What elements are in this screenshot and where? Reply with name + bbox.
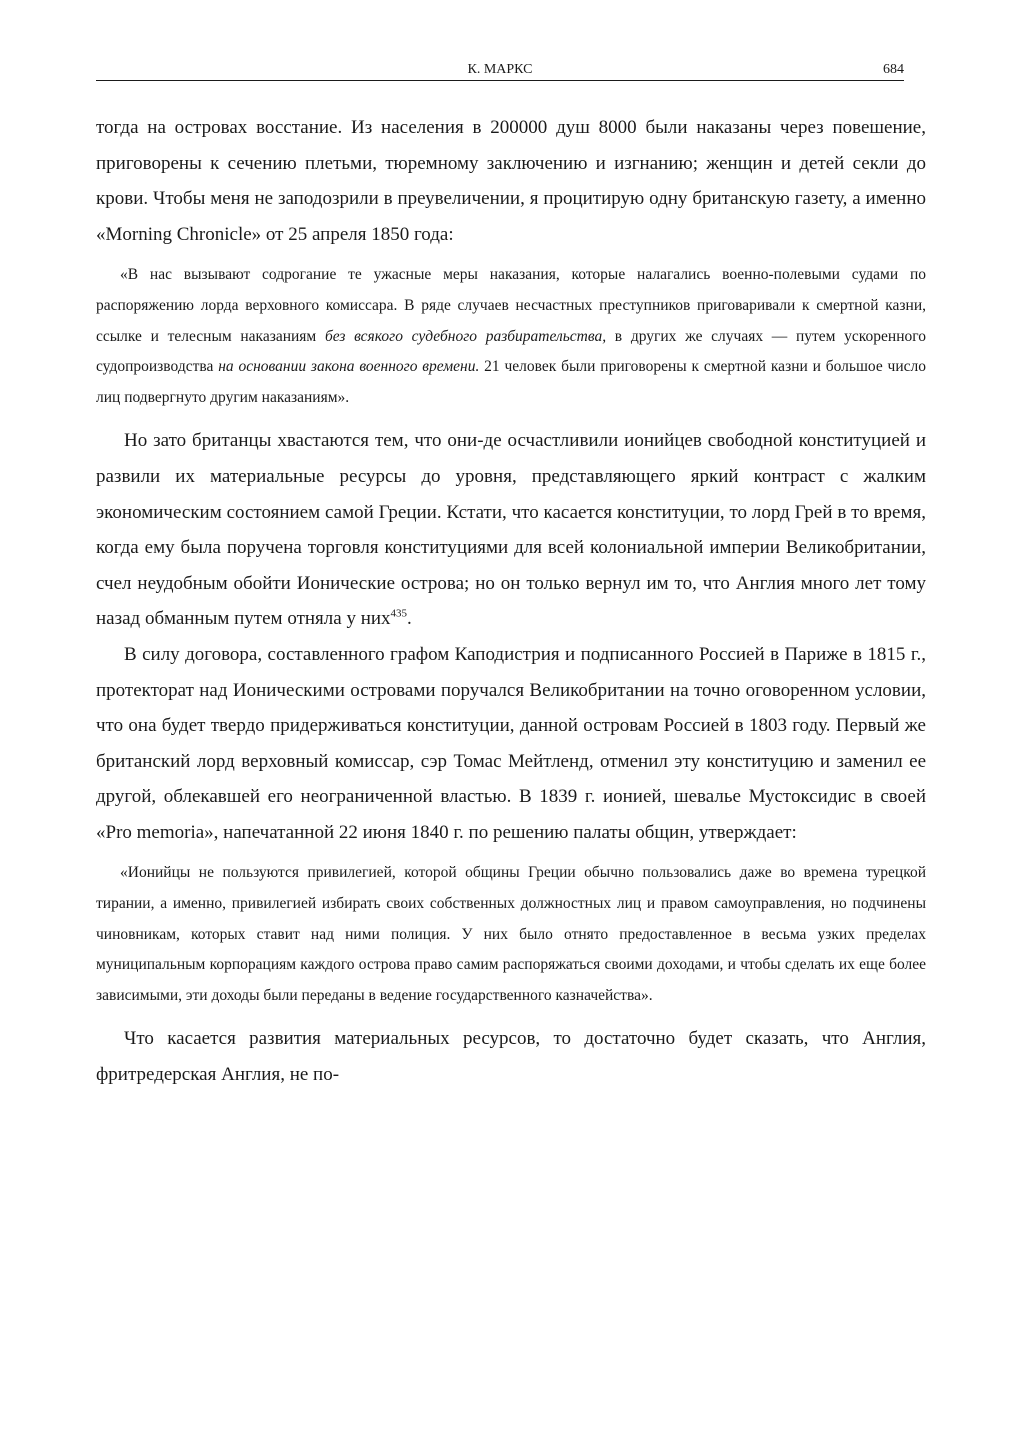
running-header: [96, 62, 904, 81]
quotation-emphasis: без всякого судебного разбирательства,: [324, 327, 607, 345]
quotation-morning-chronicle: «В нас вызывают содрогание те ужасные меры наказания, которые налагались военно-полевыми судами по распоряжению лорда верховного комиссара. В ряде случаев несчастных преступников приговаривали к смертной казни, ссылке и телесным наказаниям без всякого судебного разбирательства, в других же случаях — путем ускоренного судопроизводства на основании закона военного времени. 21 человек были приговорены к смертной казни и большое число лиц подвергнуто другим наказаниям».: [96, 266, 926, 406]
page-body: [96, 110, 926, 1093]
page-number: 684: [883, 62, 904, 77]
quotation-pro-memoria: «Ионийцы не пользуются привилегией, которой общины Греции обычно пользовались даже во времена турецкой тирании, а именно, привилегией избирать своих собственных должностных лиц и правом самоуправления, но подчинены чиновникам, которых ставит над ними полиция. У них было отнято предоставленное в весьма узких пределах муниципальным корпорациям каждого острова право самим распоряжаться своими доходами, и чтобы сделать их еще более зависимыми, эти доходы были переданы в ведение государственного казначейства».: [96, 864, 926, 1004]
paragraph-3: В силу договора, составленного графом Каподистрия и подписанного Россией в Париже в 1815 г., протекторат над Ионическими островами поручался Великобритании на точно оговоренном условии, что она будет твердо придерживаться конституции, данной островам Россией в 1803 году. Первый же британский лорд верховный комиссар, сэр Томас Мейтленд, отменил эту конституцию и заменил ее другой, облекавшей его неограниченной властью. В 1839 г. ионией, шевалье Мустоксидис в своей «Pro memoria», напечатанной 22 июня 1840 г. по решению палаты общин, утверждает:: [96, 643, 926, 843]
quotation-emphasis: на основании закона военного времени.: [218, 358, 480, 376]
running-header-author: К. МАРКС: [467, 62, 533, 77]
footnote-marker: 435: [390, 607, 408, 620]
paragraph-2: Но зато британцы хвастаются тем, что они-де осчастливили ионийцев свободной конституцией и развили их материальные ресурсы до уровня, представляющего яркий контраст с жалким экономическим состоянием самой Греции. Кстати, что касается конституции, то лорд Грей в то время, когда ему была поручена торговля конституциями для всей колониальной империи Великобритании, счел неудобным обойти Ионические острова; но он только вернул им то, что Англия много лет тому назад обманным путем отняла у них$^{435}$.: [96, 430, 926, 630]
paragraph-4: Что касается развития материальных ресурсов, то достаточно будет сказать, что Англия, фритредерская Англия, не по-: [96, 1028, 926, 1086]
paragraph-1: тогда на островах восстание. Из населения в 200000 душ 8000 были наказаны через повешение, приговорены к сечению плетьми, тюремному заключению и изгнанию; женщин и детей секли до крови. Чтобы меня не заподозрили в преувеличении, я процитирую одну британскую газету, а именно «Morning Chronicle» от 25 апреля 1850 года:: [96, 117, 926, 245]
